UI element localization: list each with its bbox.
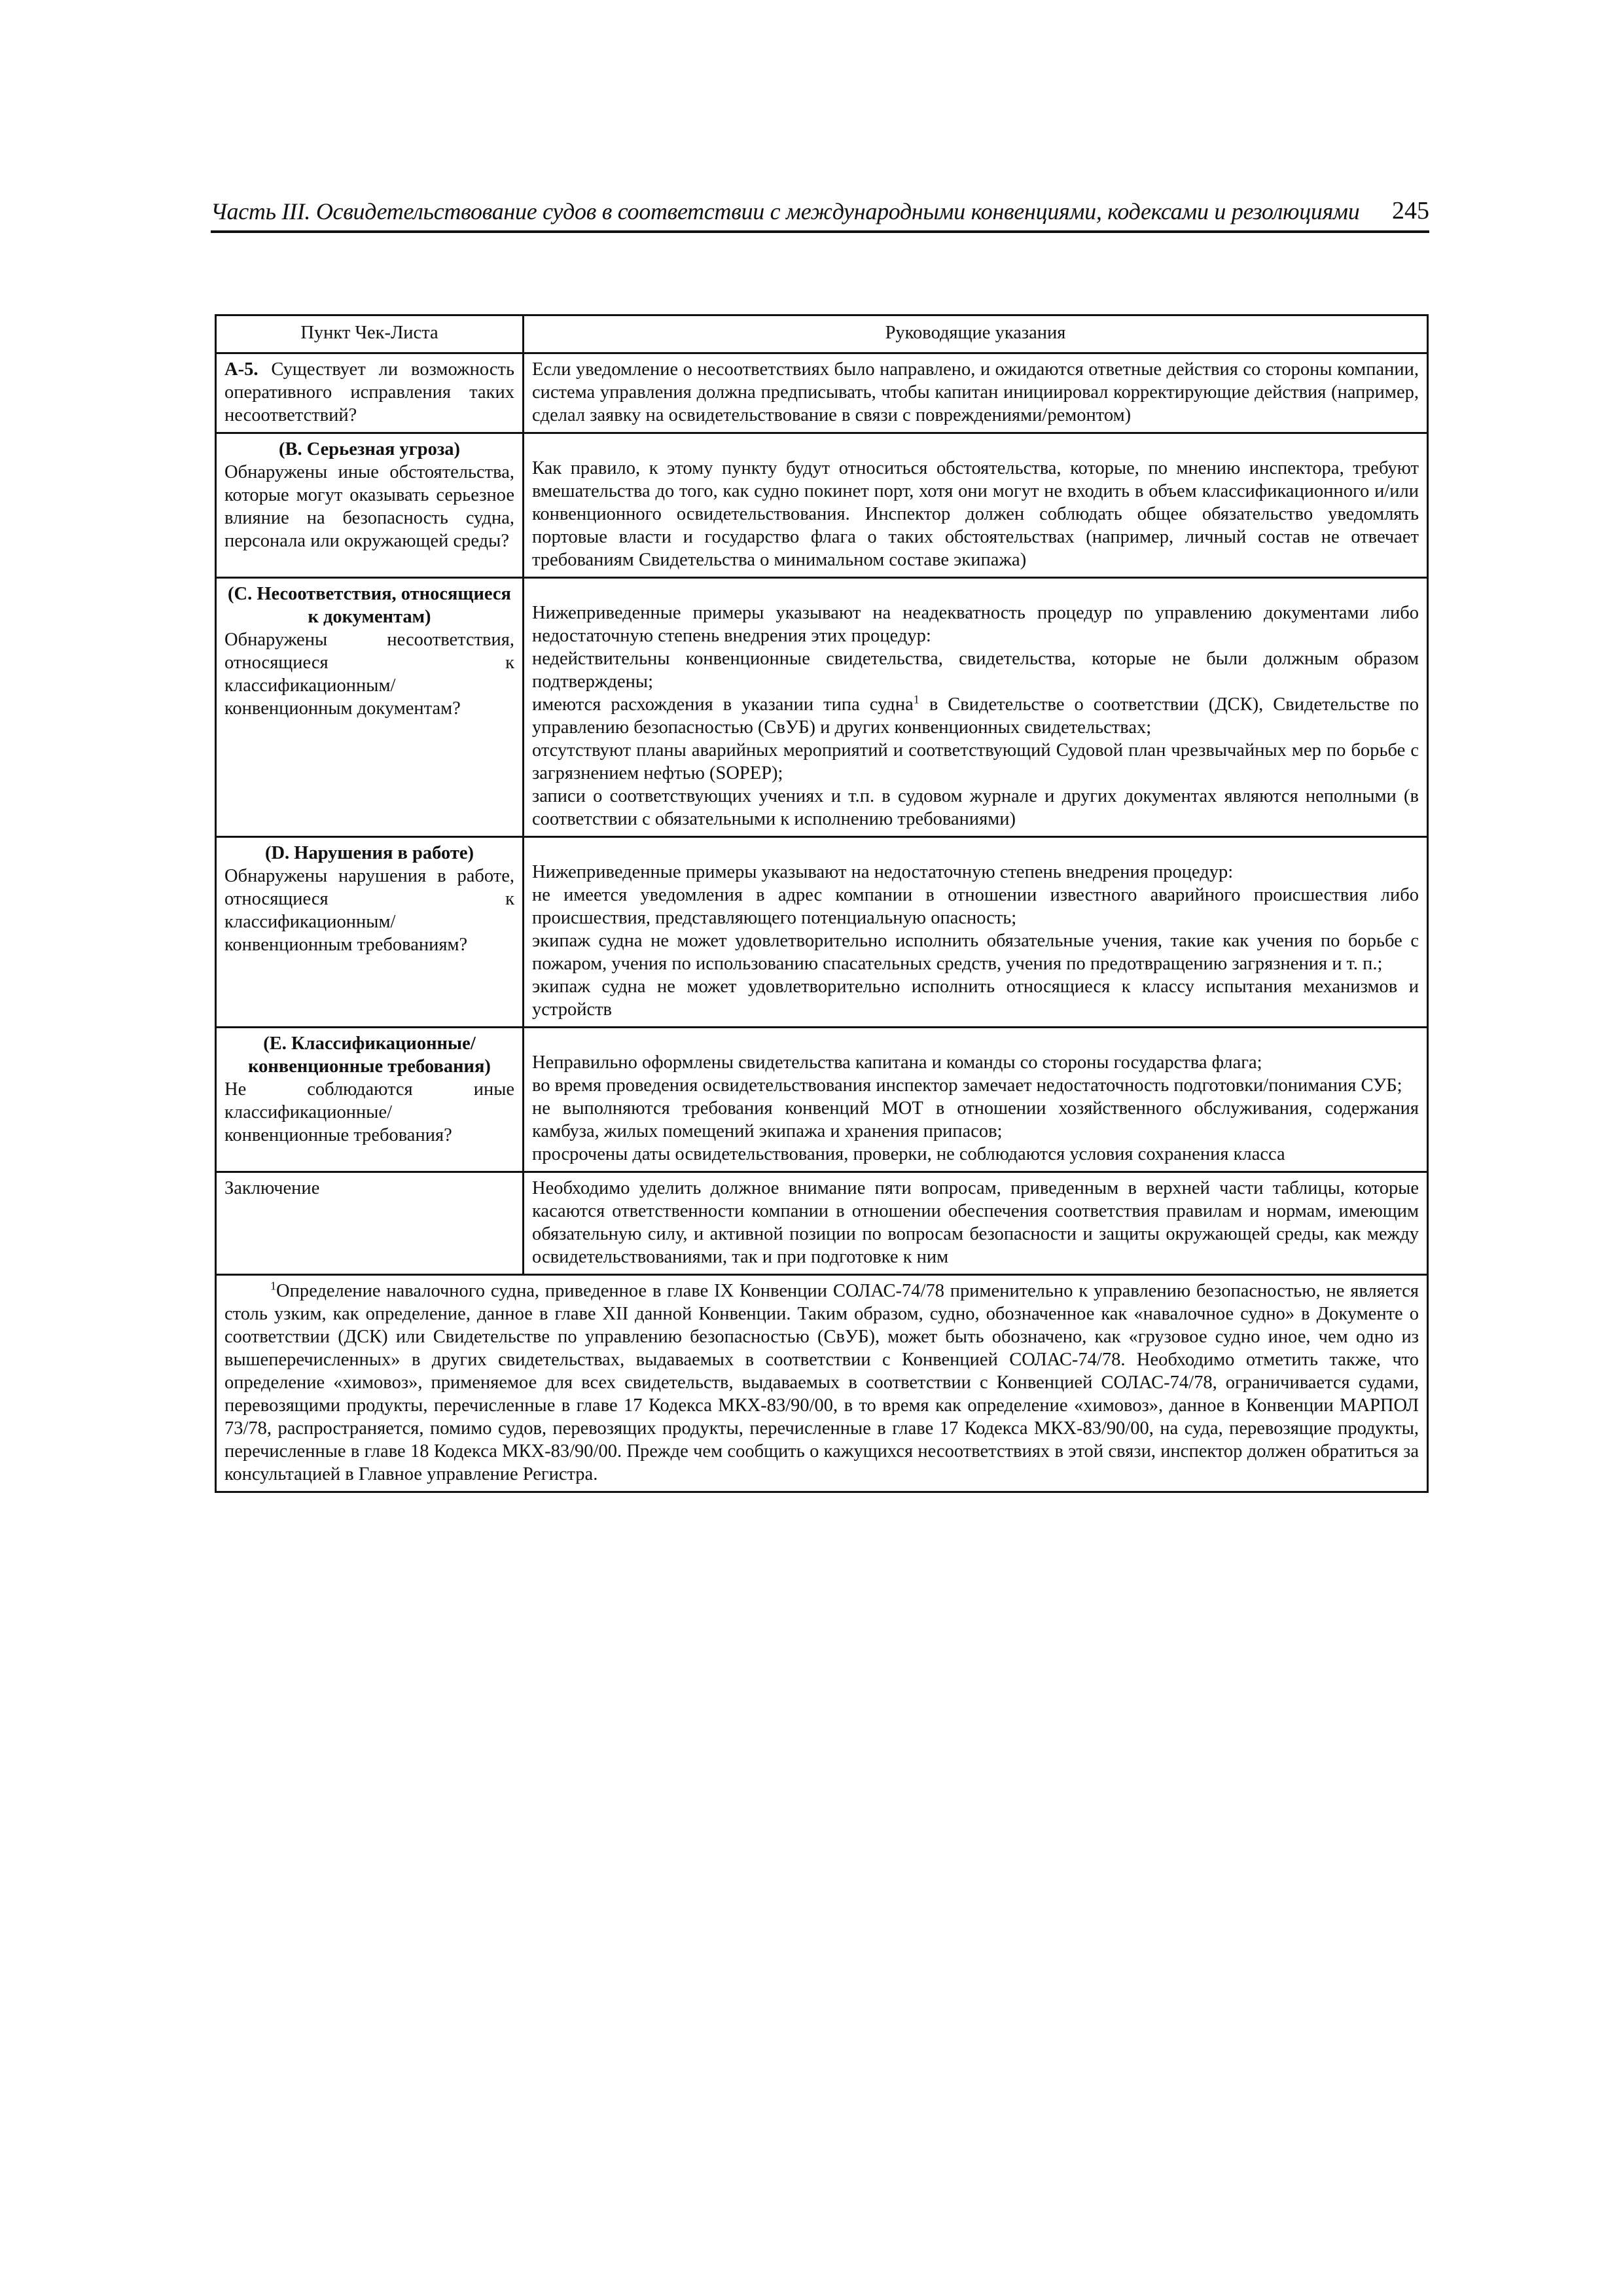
checklist-item-cell bbox=[216, 578, 524, 837]
guidance-paragraph: отсутствуют планы аварийных мероприятий и соответствующий Судовой план чрезвычайных мер по борьбе с загрязнением нефтью (SOPEP); bbox=[532, 740, 1419, 783]
checklist-item-cell bbox=[216, 353, 524, 433]
footnote-mark: 1 bbox=[270, 1279, 276, 1293]
guidance-cell bbox=[524, 837, 1428, 1028]
guidance-cell bbox=[524, 433, 1428, 578]
guidance-paragraph: Необходимо уделить должное внимание пяти вопросам, приведенным в верхней части таблицы, которые касаются ответственности компании в отношении обеспечения соответствия правилам и нормам, имеющим обязательную силу, и активной позиции по вопросам безопасности и защиты окружающей среды, как между освидетельствованиями, так и при подготовке к ним bbox=[532, 1178, 1419, 1267]
column-header-guidance: Руководящие указания bbox=[524, 315, 1428, 353]
item-question: Заключение bbox=[224, 1178, 320, 1198]
column-header-checklist-item: Пункт Чек-Листа bbox=[216, 315, 524, 353]
table-header-row bbox=[216, 315, 1428, 353]
guidance-paragraph: Как правило, к этому пункту будут относиться обстоятельства, которые, по мнению инспектора, требуют вмешательства до того, как судно покинет порт, хотя они могут не входить в объем классификационного и/или конвенционного освидетельствования. Инспектор должен соблюдать общее обязательство уведомлять портовые власти и государство флага о таких обстоятельствах (например, личный состав не отвечает требованиям Свидетельства о минимальном составе экипажа) bbox=[532, 458, 1419, 570]
checklist-table bbox=[215, 314, 1429, 1493]
table-row bbox=[216, 837, 1428, 1028]
guidance-paragraph: не имеется уведомления в адрес компании в отношении известного аварийного происшествия либо происшествия, представляющего потенциальную опасность; bbox=[532, 885, 1419, 928]
running-title: Часть III. Освидетельствование судов в соответствии с международными конвенциями, кодексами и резолюциями bbox=[211, 198, 1360, 224]
table-row bbox=[216, 1172, 1428, 1275]
guidance-paragraph: недействительны конвенционные свидетельства, свидетельства, которые не были должным образом подтверждены; bbox=[532, 649, 1419, 692]
guidance-cell bbox=[524, 1172, 1428, 1275]
footnote-reference[interactable]: 1 bbox=[913, 692, 919, 706]
checklist-item-cell bbox=[216, 1028, 524, 1172]
guidance-paragraph: записи о соответствующих учениях и т.п. в судовом журнале и других документах являются неполными (в соответствии с обязательными к исполнению требованиями) bbox=[532, 786, 1419, 829]
guidance-text: в Свидетельстве о соответствии (ДСК), Свидетельстве по управлению безопасностью (СвУБ) и других конвенционных свидетельствах; bbox=[532, 694, 1419, 738]
guidance-paragraph: Нижеприведенные примеры указывают на неадекватность процедур по управлению документами либо недостаточную степень внедрения этих процедур: bbox=[532, 603, 1419, 646]
table-row bbox=[216, 433, 1428, 578]
item-section-heading: (В. Серьезная угроза) bbox=[278, 439, 461, 459]
running-header bbox=[211, 196, 1429, 233]
footnote-text: Определение навалочного судна, приведенное в главе IX Конвенции СОЛАС-74/78 применительно к управлению безопасностью, не является столь узким, как определение, данное в главе XII данной Конвенции. Таким образом, судно, обозначенное как «навалочное судно» в Документе о соответствии (ДСК) или Свидетельстве по управлению безопасностью (СвУБ), может быть обозначено, как «грузовое судно иное, чем одно из вышеперечисленных» в других свидетельствах, выдаваемых в соответствии с Конвенцией СОЛАС-74/78. Необходимо отметить также, что определение «химовоз», применяемое для всех свидетельств, выдаваемых в соответствии с Конвенцией СОЛАС-74/78, ограничивается судами, перевозящими продукты, перечисленные в главе 17 Кодекса МКХ-83/90/00, в то время как определение «химовоз», данное в Конвенции МАРПОЛ 73/78, распространяется, помимо судов, перевозящих продукты, перечисленные в главе 17 Кодекса МКХ-83/90/00, на суда, перевозящие продукты, перечисленные в главе 18 Кодекса МКХ-83/90/00. Прежде чем сообщить о кажущихся несоответствиях в этой связи, инспектор должен обратиться за консультацией в Главное управление Регистра. bbox=[224, 1281, 1419, 1484]
guidance-paragraph: во время проведения освидетельствования инспектор замечает недостаточность подготовки/понимания СУБ; bbox=[532, 1075, 1402, 1096]
item-question: Обнаружены несоответствия, относящиеся к классификационным/конвенционным документам? bbox=[224, 630, 514, 719]
item-section-heading: (Е. Классификационные/ конвенционные требования) bbox=[248, 1033, 491, 1077]
item-section-heading: (С. Несоответствия, относящиеся к документам) bbox=[228, 584, 511, 627]
item-question: Существует ли возможность оперативного исправления таких несоответствий? bbox=[224, 359, 514, 425]
checklist-item-cell bbox=[216, 837, 524, 1028]
guidance-paragraph: просрочены даты освидетельствования, проверки, не соблюдаются условия сохранения класса bbox=[532, 1144, 1285, 1164]
item-question: Обнаружены иные обстоятельства, которые могут оказывать серьезное влияние на безопасность судна, персонала или окружающей среды? bbox=[224, 462, 514, 551]
guidance-paragraph: экипаж судна не может удовлетворительно исполнить обязательные учения, такие как учения по борьбе с пожаром, учения по использованию спасательных средств, учения по предотвращению загрязнения и т. п.; bbox=[532, 931, 1419, 974]
checklist-item-cell bbox=[216, 1172, 524, 1275]
item-section-heading: (D. Нарушения в работе) bbox=[264, 843, 474, 863]
item-code: А-5. bbox=[224, 359, 259, 380]
table-row bbox=[216, 578, 1428, 837]
guidance-paragraph: Неправильно оформлены свидетельства капитана и команды со стороны государства флага; bbox=[532, 1052, 1262, 1073]
guidance-paragraph: не выполняются требования конвенций МОТ в отношении хозяйственного обслуживания, содержания камбуза, жилых помещений экипажа и хранения припасов; bbox=[532, 1098, 1419, 1141]
footnote-row bbox=[216, 1275, 1428, 1492]
table-row bbox=[216, 353, 1428, 433]
guidance-paragraph bbox=[532, 693, 1419, 739]
guidance-cell bbox=[524, 353, 1428, 433]
guidance-paragraph: Если уведомление о несоответствиях было направлено, и ожидаются ответные действия со стороны компании, система управления должна предписывать, чтобы капитан инициировал корректирующие действия (например, сделал заявку на освидетельствование в связи с повреждениями/ремонтом) bbox=[532, 359, 1419, 425]
table-row bbox=[216, 1028, 1428, 1172]
guidance-paragraph: экипаж судна не может удовлетворительно исполнить относящиеся к классу испытания механизмов и устройств bbox=[532, 977, 1419, 1020]
checklist-item-cell bbox=[216, 433, 524, 578]
item-question: Обнаружены нарушения в работе, относящиеся к классификационным/конвенционным требованиям? bbox=[224, 866, 514, 955]
item-question: Не соблюдаются иные классификационные/конвенционные требования? bbox=[224, 1079, 514, 1145]
guidance-cell bbox=[524, 1028, 1428, 1172]
guidance-paragraph: Нижеприведенные примеры указывают на недостаточную степень внедрения процедур: bbox=[532, 862, 1234, 882]
guidance-cell bbox=[524, 578, 1428, 837]
footnote-cell bbox=[216, 1275, 1428, 1492]
page-number: 245 bbox=[1392, 197, 1429, 224]
guidance-text: имеются расхождения в указании типа судна bbox=[532, 694, 914, 715]
